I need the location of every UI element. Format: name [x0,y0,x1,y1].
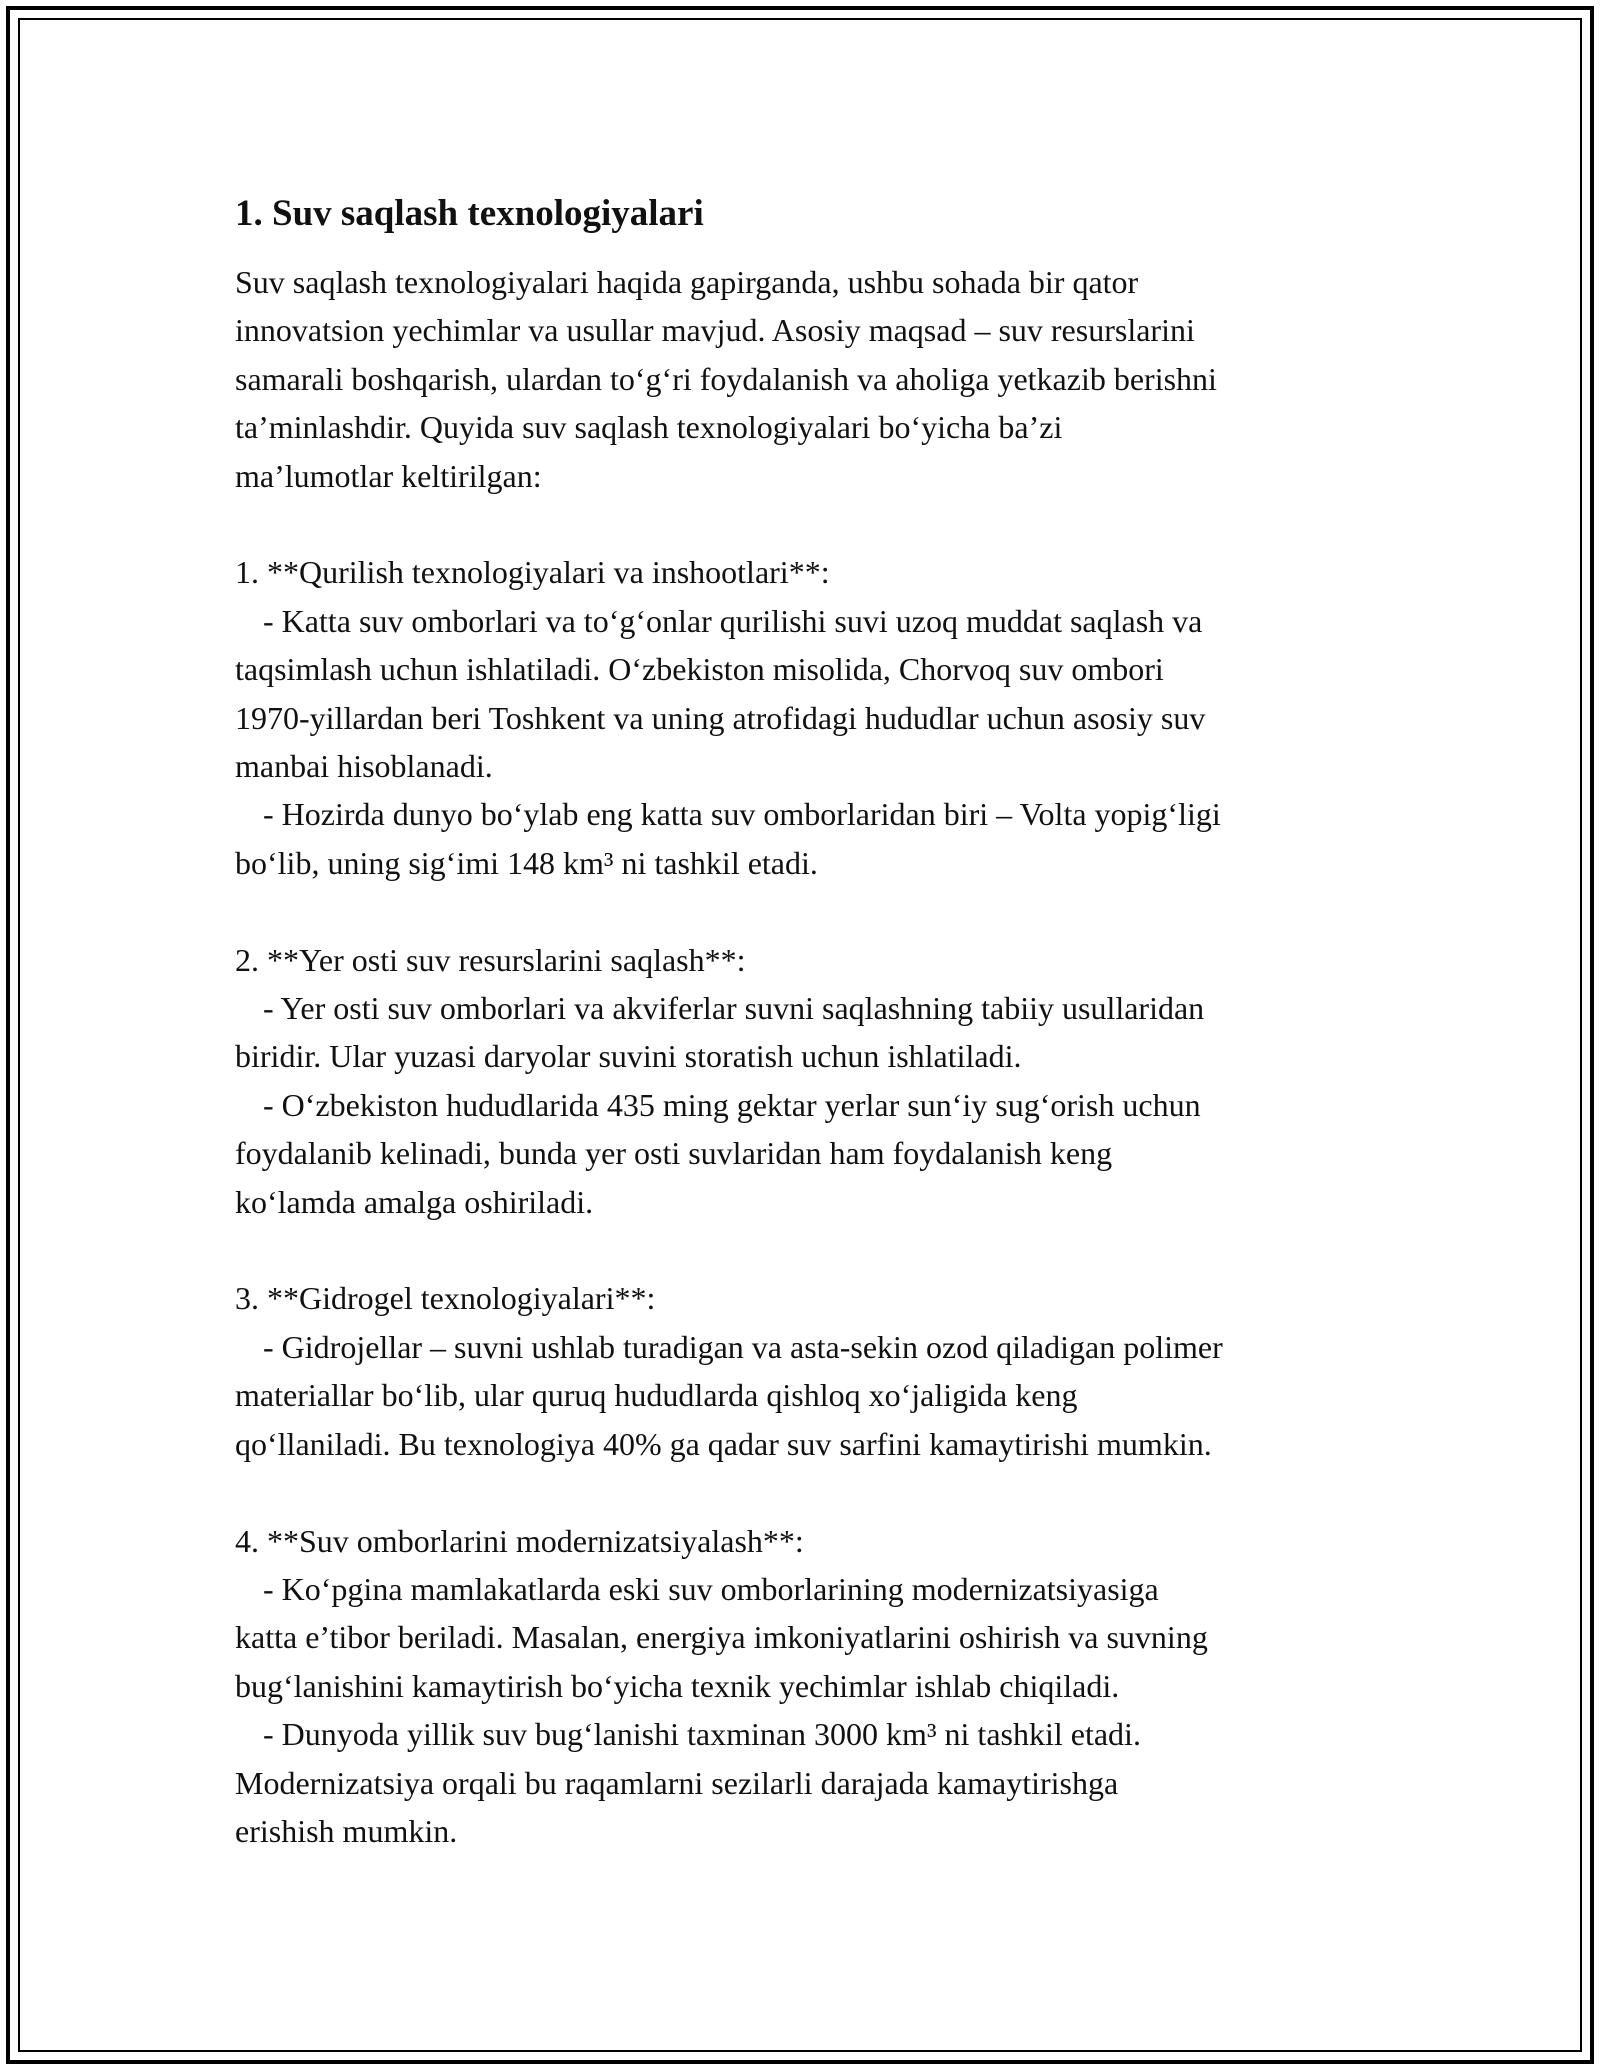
section-heading: 1. **Qurilish texnologiyalari va inshootlari**: [235,554,830,591]
section-construction [235,548,1395,887]
section-line: - O‘zbekiston hududlarida 435 ming gektar yerlar sun‘iy sug‘orish uchun [263,1086,1201,1123]
section-line: - Gidrojellar – suvni ushlab turadigan va asta-sekin ozod qiladigan polimer [263,1328,1223,1365]
section-line: ko‘lamda amalga oshiriladi. [235,1183,594,1220]
section-heading: 2. **Yer osti suv resurslarini saqlash**: [235,941,746,978]
section-line: Modernizatsiya orqali bu raqamlarni sezilarli darajada kamaytirishga [235,1764,1119,1801]
section-heading: 3. **Gidrogel texnologiyalari**: [235,1280,656,1317]
section-line: 1970-yillardan beri Toshkent va uning atrofidagi hududlar uchun asosiy suv [235,699,1206,736]
intro-line: innovatsion yechimlar va usullar mavjud. Asosiy maqsad – suv resurslarini [235,312,1195,349]
section-line: - Katta suv omborlari va to‘g‘onlar qurilishi suvi uzoq muddat saqlash va [263,602,1203,639]
paragraph-gap [235,1226,1395,1274]
section-line: bug‘lanishini kamaytirish bo‘yicha texnik yechimlar ishlab chiqiladi. [235,1667,1120,1704]
section-line: - Ko‘pgina mamlakatlarda eski suv omborlarining modernizatsiyasiga [263,1570,1159,1607]
section-line: qo‘llaniladi. Bu texnologiya 40% ga qadar suv sarfini kamaytirishi mumkin. [235,1425,1212,1462]
section-modernization [235,1517,1395,1856]
section-line: - Dunyoda yillik suv bug‘lanishi taxminan 3000 km³ ni tashkil etadi. [263,1716,1141,1753]
section-line: katta e’tibor beriladi. Masalan, energiya imkoniyatlarini oshirish va suvning [235,1619,1208,1656]
intro-paragraph [235,258,1395,500]
section-groundwater [235,936,1395,1226]
document-title: 1. Suv saqlash texnologiyalari [235,193,704,234]
paragraph-gap [235,1468,1395,1516]
section-line: materiallar bo‘lib, ular quruq hududlarda qishloq xo‘jaligida keng [235,1377,1078,1414]
intro-line: ta’minlashdir. Quyida suv saqlash texnologiyalari bo‘yicha ba’zi [235,409,1063,446]
section-hydrogel [235,1274,1395,1468]
intro-line: Suv saqlash texnologiyalari haqida gapirganda, ushbu sohada bir qator [235,264,1139,300]
section-line: foydalanib kelinadi, bunda yer osti suvlaridan ham foydalanish keng [235,1135,1113,1172]
section-line: manbai hisoblanadi. [235,748,493,785]
section-line: - Hozirda dunyo bo‘ylab eng katta suv omborlaridan biri – Volta yopig‘ligi [263,796,1221,833]
paragraph-gap [235,887,1395,935]
section-line: - Yer osti suv omborlari va akviferlar suvni saqlashning tabiiy usullaridan [263,990,1205,1027]
section-line: taqsimlash uchun ishlatiladi. O‘zbekiston misolida, Chorvoq suv ombori [235,651,1164,688]
intro-line: ma’lumotlar keltirilgan: [235,457,542,494]
section-heading: 4. **Suv omborlarini modernizatsiyalash**: [235,1522,804,1559]
intro-line: samarali boshqarish, ulardan to‘g‘ri foydalanish va aholiga yetkazib berishni [235,360,1217,397]
section-line: biridir. Ular yuzasi daryolar suvini storatish uchun ishlatiladi. [235,1038,1022,1075]
section-line: bo‘lib, uning sig‘imi 148 km³ ni tashkil etadi. [235,844,818,881]
section-line: erishish mumkin. [235,1812,458,1849]
paragraph-gap [235,500,1395,548]
document-body [235,190,1395,1855]
